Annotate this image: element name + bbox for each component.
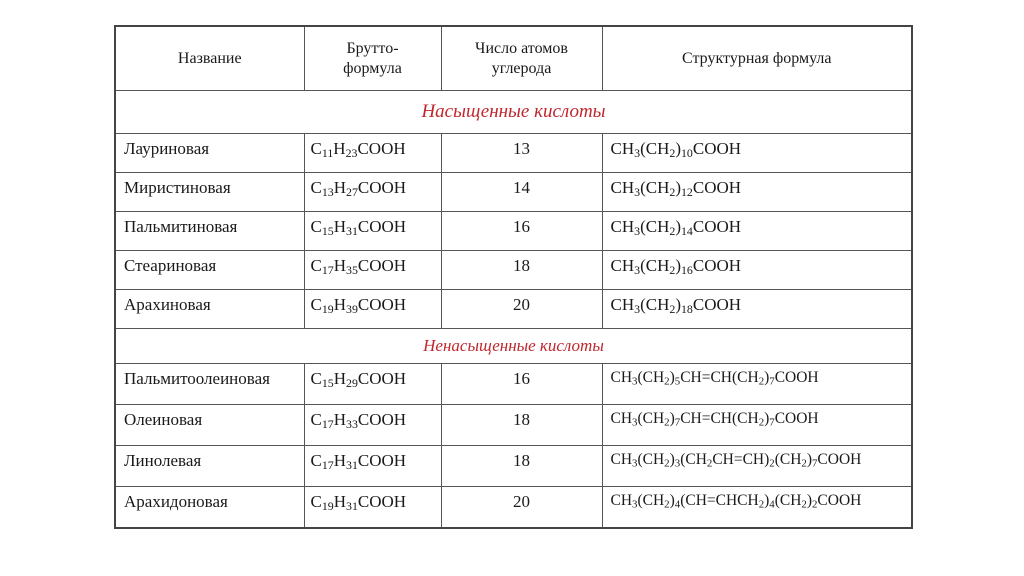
header-brutto: Брутто- формула (304, 26, 441, 91)
fatty-acids-table (114, 25, 913, 529)
table-row (115, 134, 912, 173)
table-row (115, 290, 912, 329)
carbon-count: 18 (441, 405, 602, 446)
table-row (115, 364, 912, 405)
acid-name: Стеариновая (115, 251, 304, 290)
acid-name: Пальмитоолеиновая (115, 364, 304, 405)
brutto-formula: $C_{11}H_{23}COOH$ (304, 134, 441, 173)
carbon-count: 13 (441, 134, 602, 173)
table-row (115, 446, 912, 487)
section-unsaturated (115, 329, 912, 364)
section-saturated (115, 91, 912, 134)
structural-formula: $CH_3(CH_2)_{12}COOH$ (602, 173, 912, 212)
carbon-count: 16 (441, 212, 602, 251)
brutto-formula: $C_{15}H_{31}COOH$ (304, 212, 441, 251)
section-unsaturated-title: Ненасыщенные кислоты (115, 329, 912, 364)
acid-name: Лауриновая (115, 134, 304, 173)
carbon-count: 18 (441, 446, 602, 487)
brutto-formula: $C_{17}H_{33}COOH$ (304, 405, 441, 446)
structural-formula: $CH_3(CH_2)_7CH=CH(CH_2)_7COOH$ (602, 405, 912, 446)
acid-name: Пальмитиновая (115, 212, 304, 251)
brutto-formula: $C_{15}H_{29}COOH$ (304, 364, 441, 405)
acid-name: Олеиновая (115, 405, 304, 446)
header-carbons: Число атомов углерода (441, 26, 602, 91)
structural-formula: $CH_3(CH_2)_{16}COOH$ (602, 251, 912, 290)
header-row (115, 26, 912, 91)
structural-formula: $CH_3(CH_2)_5CH=CH(CH_2)_7COOH$ (602, 364, 912, 405)
acid-name: Линолевая (115, 446, 304, 487)
carbon-count: 14 (441, 173, 602, 212)
table-row (115, 212, 912, 251)
carbon-count: 18 (441, 251, 602, 290)
header-structure: Структурная формула (602, 26, 912, 91)
structural-formula: $CH_3(CH_2)_3(CH_2CH=CH)_2(CH_2)_7COOH$ (602, 446, 912, 487)
table-row (115, 405, 912, 446)
table-row (115, 173, 912, 212)
structural-formula: $CH_3(CH_2)_{18}COOH$ (602, 290, 912, 329)
brutto-formula: $C_{13}H_{27}COOH$ (304, 173, 441, 212)
carbon-count: 20 (441, 290, 602, 329)
header-name: Название (115, 26, 304, 91)
section-saturated-title: Насыщенные кислоты (115, 91, 912, 134)
acid-name: Арахидоновая (115, 487, 304, 528)
table-row (115, 251, 912, 290)
brutto-formula: $C_{19}H_{39}COOH$ (304, 290, 441, 329)
table-row (115, 487, 912, 528)
structural-formula: $CH_3(CH_2)_{14}COOH$ (602, 212, 912, 251)
brutto-formula: $C_{19}H_{31}COOH$ (304, 487, 441, 528)
structural-formula: $CH_3(CH_2)_{10}COOH$ (602, 134, 912, 173)
acid-name: Арахиновая (115, 290, 304, 329)
structural-formula: $CH_3(CH_2)_4(CH=CHCH_2)_4(CH_2)_2COOH$ (602, 487, 912, 528)
carbon-count: 16 (441, 364, 602, 405)
brutto-formula: $C_{17}H_{35}COOH$ (304, 251, 441, 290)
acid-name: Миристиновая (115, 173, 304, 212)
carbon-count: 20 (441, 487, 602, 528)
brutto-formula: $C_{17}H_{31}COOH$ (304, 446, 441, 487)
